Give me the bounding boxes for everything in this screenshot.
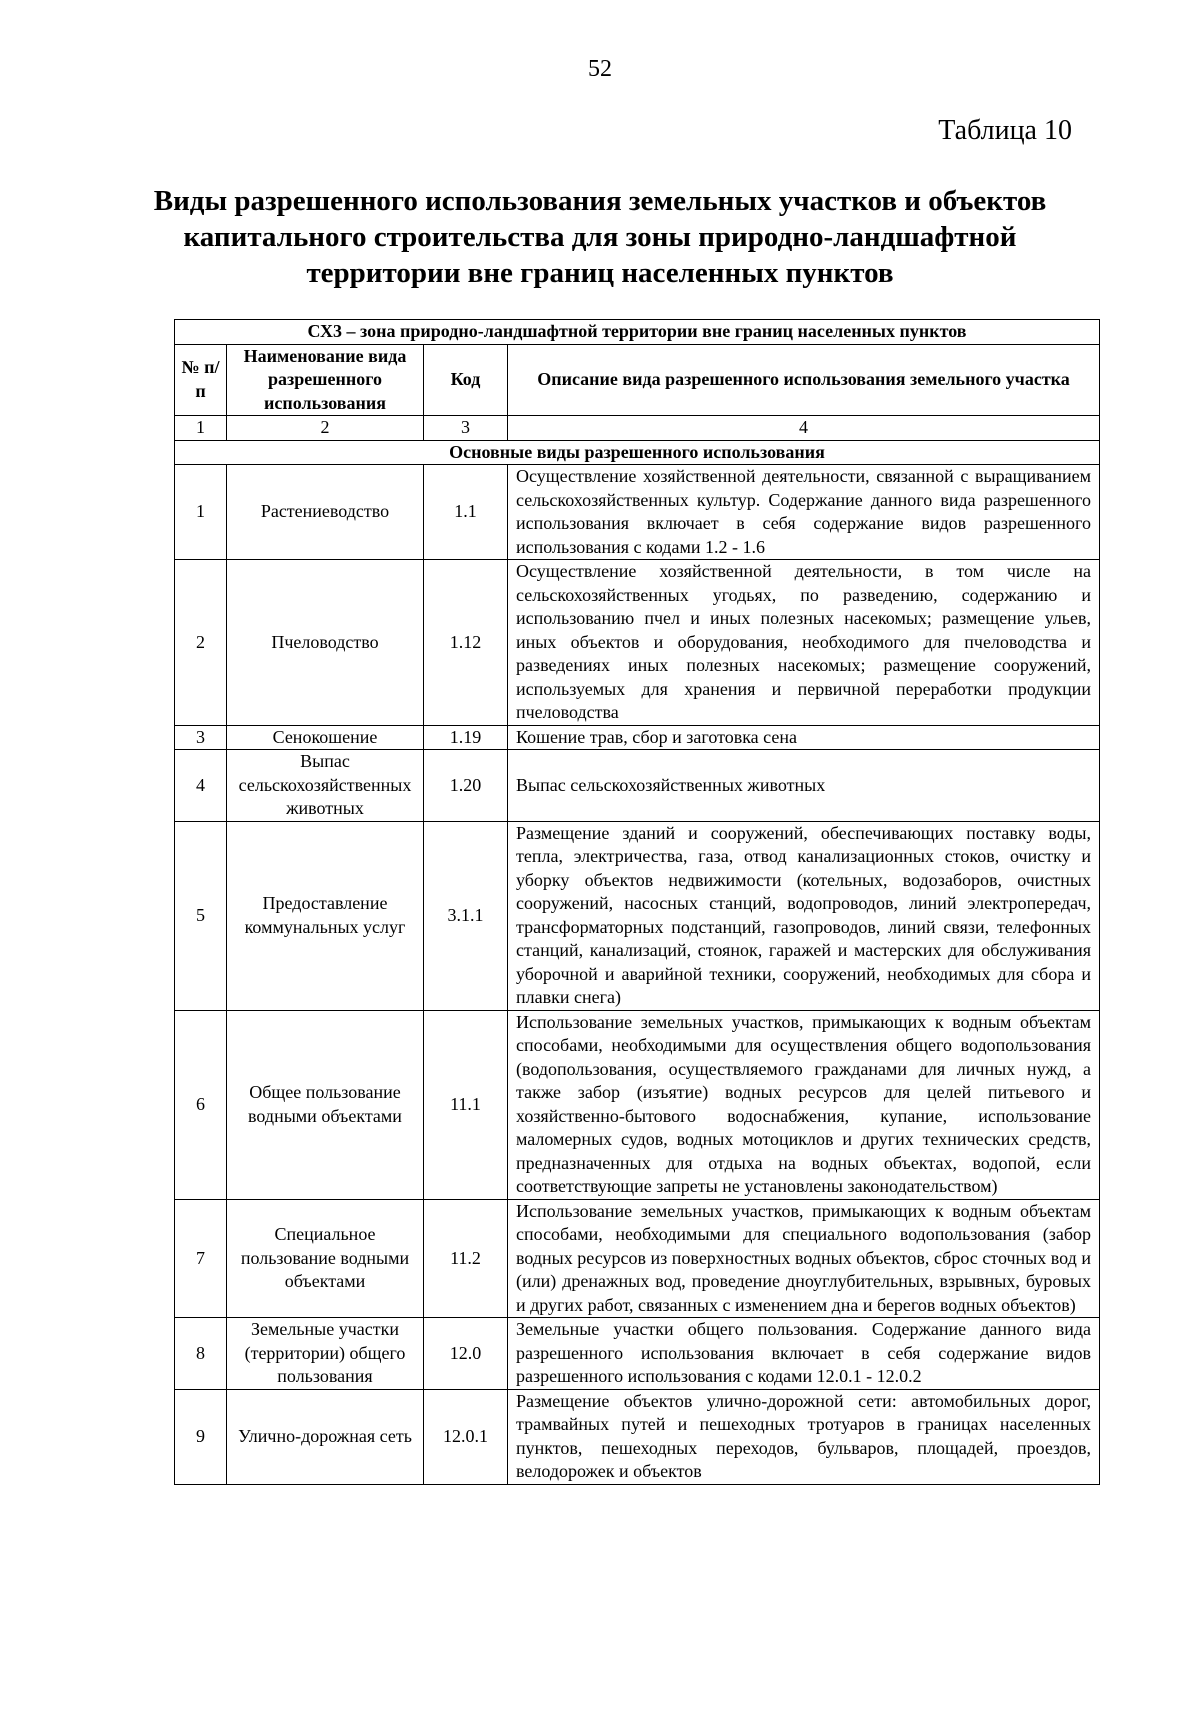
row-num: 9 [175, 1389, 227, 1484]
row-name: Сенокошение [227, 725, 424, 750]
title-line: капитального строительства для зоны природно-ландшафтной [183, 221, 1017, 253]
table-label: Таблица 10 [938, 115, 1072, 146]
row-code: 12.0 [424, 1318, 508, 1390]
row-description: Использование земельных участков, примыкающих к водным объектам способами, необходимыми для специального водопользования (забор водных ресурсов из поверхностных водных объектов, сброс сточных вод и (или) дренажных вод, проведение дноуглубительных, взрывных, буровых и других работ, связанных с изменением дна и берегов водных объектов) [508, 1199, 1100, 1318]
row-name: Предоставление коммунальных услуг [227, 821, 424, 1010]
row-code: 1.19 [424, 725, 508, 750]
column-number: 4 [508, 416, 1100, 441]
header-num: № п/п [175, 344, 227, 416]
row-num: 8 [175, 1318, 227, 1390]
row-num: 2 [175, 560, 227, 726]
table-caption: СХ3 – зона природно-ландшафтной территории вне границ населенных пунктов [175, 320, 1100, 345]
row-name: Выпас сельскохозяйственных животных [227, 750, 424, 822]
header-code: Код [424, 344, 508, 416]
section-row [175, 440, 1100, 465]
title-line: Виды разрешенного использования земельных участков и объектов [153, 185, 1047, 217]
row-code: 11.1 [424, 1010, 508, 1199]
row-num: 7 [175, 1199, 227, 1318]
row-num: 5 [175, 821, 227, 1010]
row-description: Кошение трав, сбор и заготовка сена [508, 725, 1100, 750]
table-row [175, 821, 1100, 1010]
row-num: 1 [175, 465, 227, 560]
title-line: территории вне границ населенных пунктов [306, 257, 894, 289]
table-row [175, 725, 1100, 750]
row-num: 3 [175, 725, 227, 750]
row-name: Улично-дорожная сеть [227, 1389, 424, 1484]
land-use-table [174, 319, 1100, 1485]
column-number: 1 [175, 416, 227, 441]
row-description: Земельные участки общего пользования. Содержание данного вида разрешенного использования включает в себя содержание видов разрешенного использования с кодами 12.0.1 - 12.0.2 [508, 1318, 1100, 1390]
row-code: 3.1.1 [424, 821, 508, 1010]
row-code: 1.20 [424, 750, 508, 822]
row-name: Пчеловодство [227, 560, 424, 726]
table-row [175, 1318, 1100, 1390]
page-number: 52 [588, 56, 612, 82]
section-heading: Основные виды разрешенного использования [175, 440, 1100, 465]
row-name: Общее пользование водными объектами [227, 1010, 424, 1199]
table-row [175, 560, 1100, 726]
table-caption-row [175, 320, 1100, 345]
column-number: 2 [227, 416, 424, 441]
row-code: 1.1 [424, 465, 508, 560]
row-name: Растениеводство [227, 465, 424, 560]
row-description: Размещение зданий и сооружений, обеспечивающих поставку воды, тепла, электричества, газа, отвод канализационных стоков, очистку и уборку объектов недвижимости (котельных, водозаборов, очистных сооружений, насосных станций, водопроводов, линий электропередач, трансформаторных подстанций, газопроводов, линий связи, телефонных станций, канализаций, стоянок, гаражей и мастерских для обслуживания уборочной и аварийной техники, сооружений, необходимых для сбора и плавки снега) [508, 821, 1100, 1010]
table-row [175, 750, 1100, 822]
table-row [175, 1389, 1100, 1484]
row-code: 1.12 [424, 560, 508, 726]
row-description: Осуществление хозяйственной деятельности, связанной с выращиванием сельскохозяйственных культур. Содержание данного вида разрешенного использования включает в себя содержание видов разрешенного использования с кодами 1.2 - 1.6 [508, 465, 1100, 560]
column-number-row [175, 416, 1100, 441]
row-code: 11.2 [424, 1199, 508, 1318]
table-row [175, 1010, 1100, 1199]
table-row [175, 1199, 1100, 1318]
row-code: 12.0.1 [424, 1389, 508, 1484]
row-description: Использование земельных участков, примыкающих к водным объектам способами, необходимыми для осуществления общего водопользования (водопользования, осуществляемого гражданами для личных нужд, а также забор (изъятие) водных ресурсов для целей питьевого и хозяйственно-бытового водоснабжения, купание, использование маломерных судов, водных мотоциклов и других технических средств, предназначенных для отдыха на водных объектах, водопой, если соответствующие запреты не установлены законодательством) [508, 1010, 1100, 1199]
header-name: Наименование вида разрешенного использования [227, 344, 424, 416]
row-description: Осуществление хозяйственной деятельности, в том числе на сельскохозяйственных угодьях, по разведению, содержанию и использованию пчел и иных полезных насекомых; размещение ульев, иных объектов и оборудования, необходимого для пчеловодства и разведениях иных полезных насекомых; размещение сооружений, используемых для хранения и первичной переработки продукции пчеловодства [508, 560, 1100, 726]
row-description: Выпас сельскохозяйственных животных [508, 750, 1100, 822]
row-num: 6 [175, 1010, 227, 1199]
header-description: Описание вида разрешенного использования земельного участка [508, 344, 1100, 416]
column-number: 3 [424, 416, 508, 441]
row-name: Земельные участки (территории) общего пользования [227, 1318, 424, 1390]
table-header-row [175, 344, 1100, 416]
table-row [175, 465, 1100, 560]
row-num: 4 [175, 750, 227, 822]
document-title [150, 183, 1050, 291]
row-name: Специальное пользование водными объектами [227, 1199, 424, 1318]
row-description: Размещение объектов улично-дорожной сети: автомобильных дорог, трамвайных путей и пешеходных тротуаров в границах населенных пунктов, пешеходных переходов, бульваров, площадей, проездов, велодорожек и объектов [508, 1389, 1100, 1484]
